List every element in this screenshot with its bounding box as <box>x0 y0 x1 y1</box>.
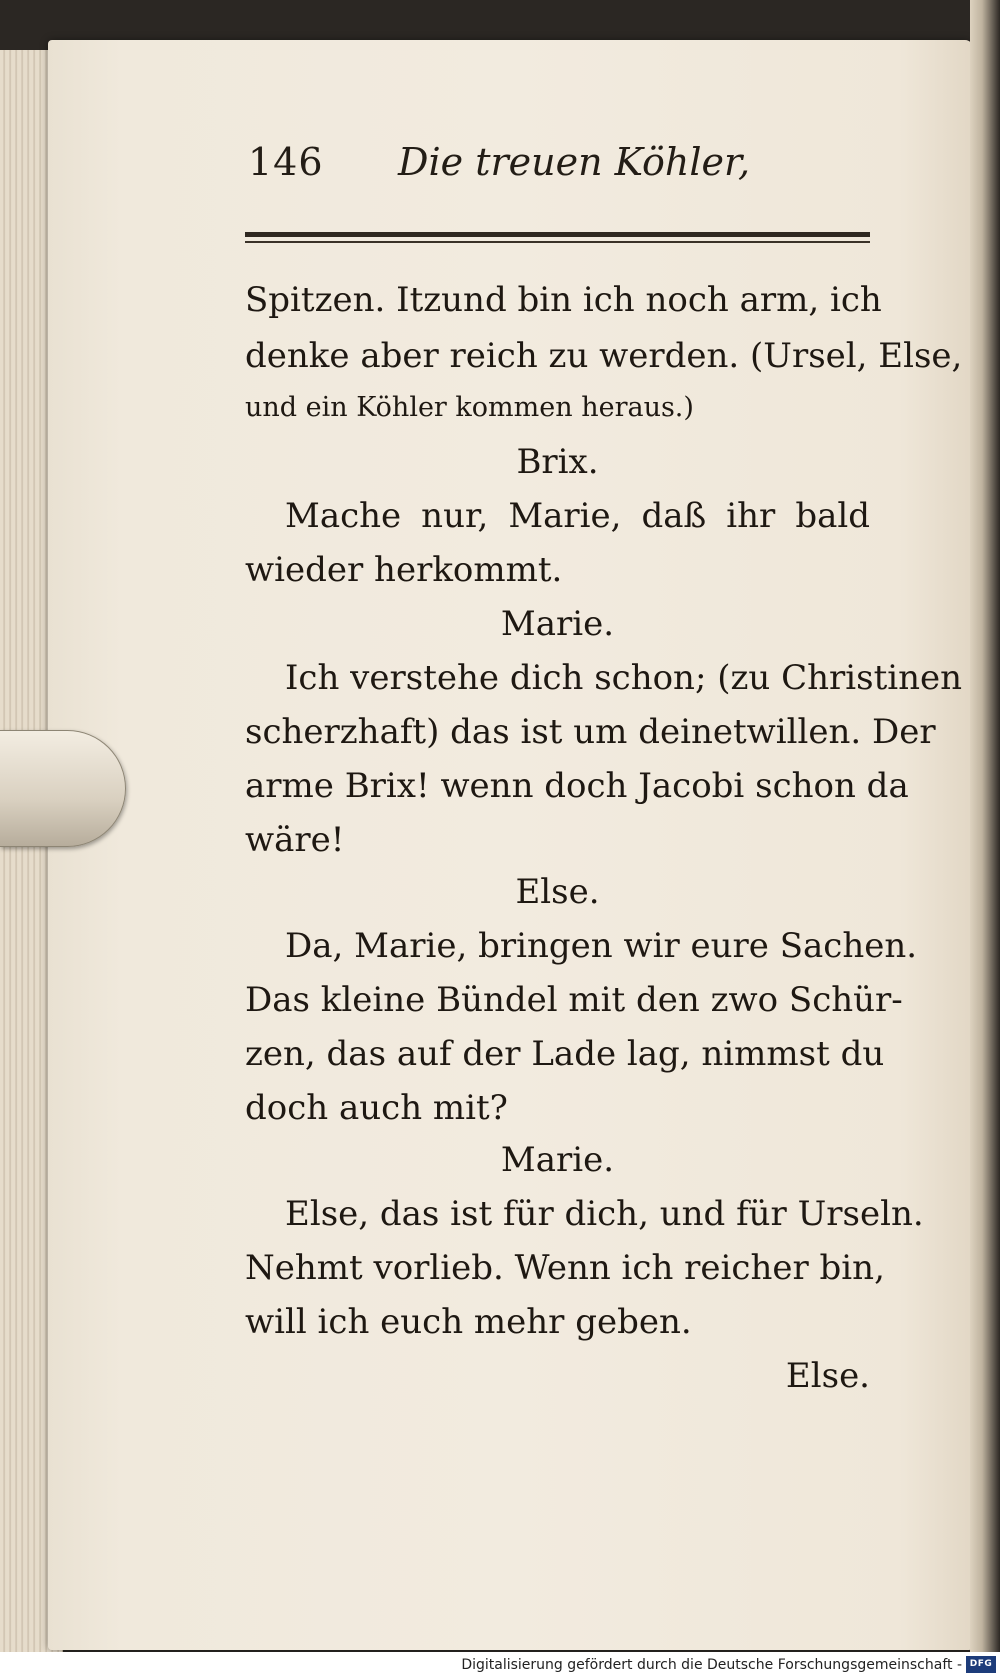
text-line: Da, Marie, bringen wir eure Sachen. <box>285 926 918 966</box>
text-line: Das kleine Bündel mit den zwo Schür- <box>245 980 903 1020</box>
footer-credit-text: Digitalisierung gefördert durch die Deutsche Forschungsgemeinschaft - <box>461 1657 962 1673</box>
running-title: Die treuen Köhler, <box>398 140 751 184</box>
stage-direction: und ein Köhler kommen heraus.) <box>245 392 694 423</box>
speaker-name: Marie. <box>500 1140 615 1180</box>
dfg-logo: DFG <box>966 1656 996 1673</box>
text-line: Mache nur, Marie, daß ihr bald <box>285 496 870 536</box>
text-line: doch auch mit? <box>245 1088 508 1128</box>
text-line: denke aber reich zu werden. (Ursel, Else, <box>245 336 963 376</box>
text-line: wäre! <box>245 820 345 860</box>
text-line: scherzhaft) das ist um deinetwillen. Der <box>245 712 936 752</box>
text-line: will ich euch mehr geben. <box>245 1302 692 1342</box>
speaker-name: Brix. <box>516 442 599 482</box>
speaker-name: Marie. <box>500 604 615 644</box>
page-number: 146 <box>248 140 324 184</box>
header-rule <box>245 232 870 243</box>
footer-credit-bar <box>0 1652 1000 1678</box>
text-line: Ich verstehe dich schon; (zu Christinen <box>285 658 963 698</box>
text-line: Else, das ist für dich, und für Urseln. <box>285 1194 924 1234</box>
right-binding-shadow <box>970 0 1000 1678</box>
text-line: Spitzen. Itzund bin ich noch arm, ich <box>245 280 882 320</box>
text-line: wieder herkommt. <box>245 550 563 590</box>
book-clamp <box>0 730 126 847</box>
text-line: zen, das auf der Lade lag, nimmst du <box>245 1034 885 1074</box>
speaker-name: Else. <box>515 872 600 912</box>
page-header <box>248 140 868 200</box>
text-line: arme Brix! wenn doch Jacobi schon da <box>245 766 909 806</box>
text-line: Nehmt vorlieb. Wenn ich reicher bin, <box>245 1248 885 1288</box>
catchword: Else. <box>785 1356 870 1396</box>
